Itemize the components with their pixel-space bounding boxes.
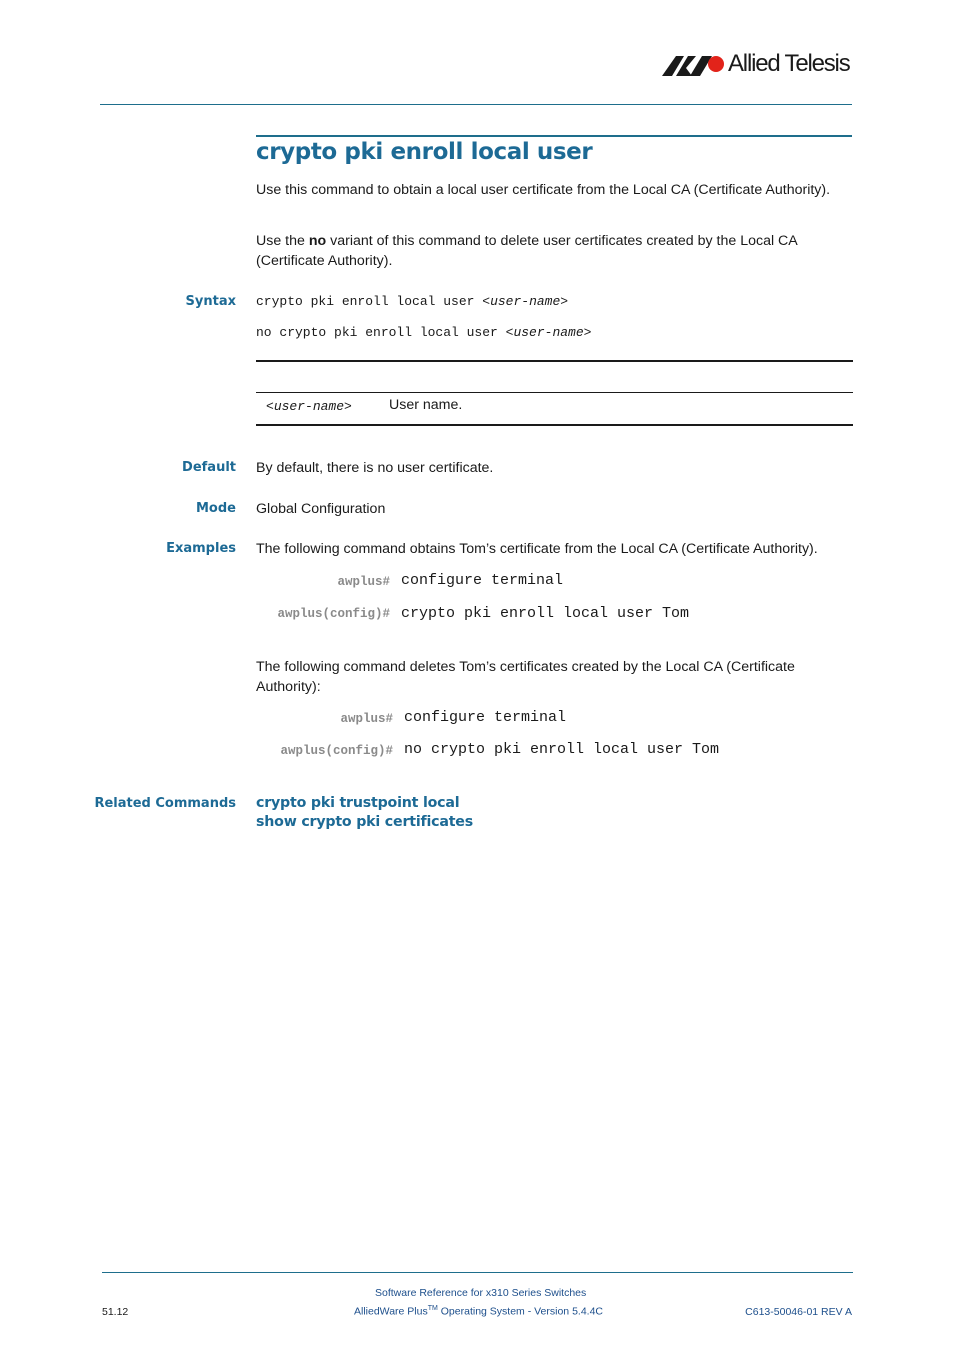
table-param: user-name	[273, 399, 345, 414]
default-text: By default, there is no user certificate.	[256, 460, 494, 476]
footer-product: AlliedWare Plus	[354, 1305, 428, 1318]
syntax-line-1	[256, 294, 568, 309]
table-header-rule	[256, 392, 853, 393]
table-param-description: User name.	[389, 397, 463, 413]
table-bottom-rule	[256, 424, 853, 426]
intro-paragraph-1: Use this command to obtain a local user certificate from the Local CA (Certificate Authority).	[256, 182, 831, 198]
title-rule	[256, 135, 852, 137]
example-2-command-2: no crypto pki enroll local user Tom	[404, 741, 720, 758]
table-row	[266, 399, 352, 414]
example-2-prompt-1: awplus#	[340, 712, 393, 726]
param-close: >	[560, 294, 569, 309]
example-1-prompt-2: awplus(config)#	[277, 607, 390, 621]
syntax-line-2-cmd: no crypto pki enroll local user	[256, 325, 506, 340]
intro-p2-pre: Use the	[256, 233, 309, 249]
param-open: <	[482, 294, 491, 309]
mode-label: Mode	[196, 501, 236, 516]
page-title: crypto pki enroll local user	[256, 139, 593, 165]
example-1-prompt-1: awplus#	[337, 575, 390, 589]
page-number: 51.12	[102, 1306, 129, 1318]
syntax-line-1-cmd: crypto pki enroll local user	[256, 294, 483, 309]
related-link-trustpoint-local[interactable]: crypto pki trustpoint local	[256, 795, 460, 811]
footer-rule	[102, 1272, 853, 1273]
intro-p2-post: variant of this command to delete user certificates created by the Local CA (Certificate Authority).	[256, 233, 797, 269]
syntax-param: user-name	[513, 325, 584, 340]
example-1-command-1: configure terminal	[401, 572, 564, 589]
related-link-show-certificates[interactable]: show crypto pki certificates	[256, 814, 473, 830]
intro-paragraph-2	[256, 232, 852, 271]
example-2-command-1: configure terminal	[404, 709, 567, 726]
param-open: <	[266, 399, 274, 414]
param-close: >	[583, 325, 592, 340]
no-keyword: no	[308, 233, 327, 249]
default-label: Default	[182, 460, 236, 475]
syntax-label: Syntax	[185, 294, 236, 309]
syntax-line-2	[256, 325, 591, 340]
examples-label: Examples	[166, 541, 236, 556]
trademark-sup: TM	[427, 1305, 438, 1312]
example-intro-1: The following command obtains Tom’s certificate from the Local CA (Certificate Authority).	[256, 541, 818, 557]
param-close: >	[344, 399, 352, 414]
footer-os-version: Operating System - Version 5.4.4C	[437, 1305, 604, 1318]
logo-mark-icon	[662, 52, 726, 78]
param-open: <	[505, 325, 514, 340]
footer-title: Software Reference for x310 Series Switches	[375, 1287, 587, 1299]
document-id: C613-50046-01 REV A	[745, 1306, 852, 1318]
footer-version	[354, 1305, 603, 1318]
example-2-prompt-2: awplus(config)#	[280, 744, 393, 758]
param-table	[256, 360, 853, 427]
example-intro-2: The following command deletes Tom’s certificates created by the Local CA (Certificate Authority):	[256, 659, 795, 695]
brand-name: Allied Telesis	[728, 50, 850, 77]
related-commands-label: Related Commands	[94, 796, 236, 811]
header-rule	[100, 104, 852, 105]
syntax-param: user-name	[490, 294, 561, 309]
table-top-rule	[256, 360, 853, 362]
example-1-command-2: crypto pki enroll local user Tom	[401, 605, 690, 622]
allied-telesis-logo	[662, 50, 854, 80]
mode-text: Global Configuration	[256, 501, 386, 517]
